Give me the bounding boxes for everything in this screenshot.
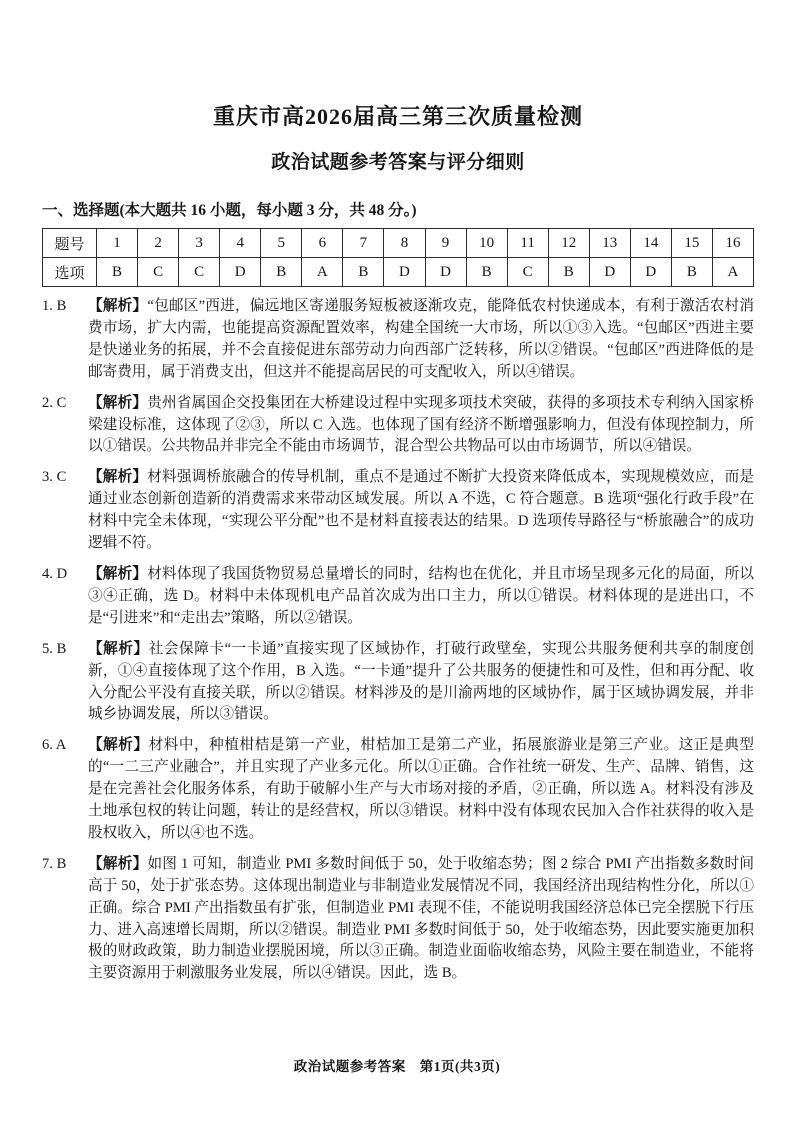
question-number-cell: 9 xyxy=(425,229,466,258)
answer-cell: D xyxy=(384,258,425,287)
explanation-body xyxy=(88,393,754,459)
answer-cell: B xyxy=(548,258,589,287)
question-number-cell: 8 xyxy=(384,229,425,258)
answer-cell: A xyxy=(302,258,343,287)
question-number-row-label: 题号 xyxy=(43,229,97,258)
answer-cell: D xyxy=(589,258,630,287)
section-heading: 一、选择题(本大题共 16 小题，每小题 3 分，共 48 分。) xyxy=(42,202,417,219)
explanation-body xyxy=(88,854,754,985)
question-number-cell: 13 xyxy=(589,229,630,258)
answer-cell: B xyxy=(466,258,507,287)
document-title: 重庆市高2026届高三第三次质量检测 xyxy=(212,104,583,129)
explanation-item xyxy=(42,735,754,845)
analysis-label: 【解析】 xyxy=(88,394,148,411)
answer-cell: B xyxy=(671,258,712,287)
analysis-label: 【解析】 xyxy=(88,855,148,872)
explanation-text: 材料强调桥旅融合的传导机制，重点不是通过不断扩大投资来降低成本，实现规模效应，而是通过业态创新创造新的消费需求来带动区域发展。所以 A 不选，C 符合题意。B 选项“强化行政手段”在材料中完全未体现，“实现公平分配”也不是材料直接表达的结果。D 选项传导路径与“桥旅融合”的成功逻辑不符。 xyxy=(88,469,754,552)
analysis-label: 【解析】 xyxy=(88,565,148,582)
explanation-marker: 3. C xyxy=(42,469,67,486)
question-number-cell: 7 xyxy=(343,229,384,258)
answer-table xyxy=(42,228,754,287)
answer-cell: C xyxy=(179,258,220,287)
explanation-body xyxy=(88,467,754,555)
answer-cell: A xyxy=(712,258,753,287)
question-number-cell: 10 xyxy=(466,229,507,258)
answer-row xyxy=(43,258,754,287)
explanation-body xyxy=(88,735,754,845)
explanation-text: “包邮区”西进，偏远地区寄递服务短板被逐渐攻克，能降低农村快递成本，有利于激活农村消费市场，扩大内需，也能提高资源配置效率，构建全国统一大市场，所以①③入选。“包邮区”西进主要是快递业务的拓展，并不会直接促进东部劳动力向西部广泛转移，所以②错误。“包邮区”西进降低的是邮寄费用，属于消费支出，但这并不能提高居民的可支配收入，所以④错误。 xyxy=(88,298,754,380)
answer-cell: C xyxy=(507,258,548,287)
explanation-text: 社会保障卡“一卡通”直接实现了区域协作，打破行政壁垒，实现公共服务便利共享的制度创新，①④直接体现了这个作用，B 入选。“一卡通”提升了公共服务的便捷性和可及性，但和再分配、收入分配公平没有直接关联，所以②错误。材料涉及的是川渝两地的区域协作，属于区域协调发展，并非城乡协调发展，所以③错误。 xyxy=(88,640,754,723)
explanation-text: 贵州省属国企交投集团在大桥建设过程中实现多项技术突破，获得的多项技术专利纳入国家桥梁建设标准，这体现了②③，所以 C 入选。也体现了国有经济不断增强影响力，但没有体现控制力，所以①错误。公共物品并非完全不能由市场调节，混合型公共物品可以由市场调节，所以④错误。 xyxy=(88,394,754,455)
explanation-text: 材料中，种植柑桔是第一产业，柑桔加工是第二产业，拓展旅游业是第三产业。这正是典型的“一二三产业融合”，并且实现了产业多元化。所以①正确。合作社统一研发、生产、品牌、销售，这是在完善社会化服务体系，有助于破解小生产与大市场对接的矛盾，②正确，所以选 A。材料没有涉及土地承包权的转让问题，转让的是经营权，所以③错误。材料中没有体现农民加入合作社获得的收入是股权收入，所以④也不选。 xyxy=(88,737,754,841)
analysis-label: 【解析】 xyxy=(88,469,148,486)
document-subtitle: 政治试题参考答案与评分细则 xyxy=(271,152,525,173)
answer-cell: B xyxy=(343,258,384,287)
explanation-item xyxy=(42,393,754,459)
answer-cell: D xyxy=(220,258,261,287)
question-number-cell: 16 xyxy=(712,229,753,258)
question-number-cell: 15 xyxy=(671,229,712,258)
analysis-label: 【解析】 xyxy=(88,640,149,657)
question-number-cell: 12 xyxy=(548,229,589,258)
answer-cell: D xyxy=(630,258,671,287)
explanation-item xyxy=(42,854,754,985)
question-number-cell: 14 xyxy=(630,229,671,258)
explanation-item xyxy=(42,639,754,727)
explanation-marker: 4. D xyxy=(42,565,68,582)
explanation-marker: 2. C xyxy=(42,394,67,411)
question-number-cell: 3 xyxy=(179,229,220,258)
explanation-marker: 7. B xyxy=(42,855,67,872)
page-footer: 政治试题参考答案 第1页(共3页) xyxy=(293,1059,501,1074)
explanation-text: 材料体现了我国货物贸易总量增长的同时，结构也在优化，并且市场呈现多元化的局面，所以③④正确，选 D。材料中未体现机电产品首次成为出口主力，所以①错误。材料体现的是进出口，不是“引进来”和“走出去”策略，所以②错误。 xyxy=(88,565,754,626)
explanation-body xyxy=(88,296,754,384)
answer-cell: D xyxy=(425,258,466,287)
explanation-marker: 6. A xyxy=(42,737,67,754)
answer-cell: B xyxy=(97,258,138,287)
question-number-cell: 11 xyxy=(507,229,548,258)
explanation-text: 如图 1 可知，制造业 PMI 多数时间低于 50，处于收缩态势；图 2 综合 PMI 产出指数多数时间高于 50，处于扩张态势。这体现出制造业与非制造业发展情况不同，我国经济出现结构性分化，所以①正确。综合 PMI 产出指数虽有扩张，但制造业 PMI 表现不佳，不能说明我国经济总体已完全摆脱下行压力、进入高速增长周期，所以②错误。制造业 PMI 多数时间低于 50，处于收缩态势，因此要实施更加积极的财政政策，助力制造业摆脱困境，所以③正确。制造业面临收缩态势，风险主要在制造业，不能将主要资源用于刺激服务业发展，所以④错误。因此，选 B。 xyxy=(88,855,754,982)
explanation-list xyxy=(42,296,754,985)
question-number-cell: 6 xyxy=(302,229,343,258)
question-number-cell: 1 xyxy=(97,229,138,258)
explanation-marker: 1. B xyxy=(42,298,67,314)
explanation-body xyxy=(88,639,754,727)
question-number-row xyxy=(43,229,754,258)
analysis-label: 【解析】 xyxy=(88,737,149,754)
analysis-label: 【解析】 xyxy=(88,298,148,314)
answer-cell: B xyxy=(261,258,302,287)
explanation-item xyxy=(42,564,754,630)
explanation-item xyxy=(42,296,754,384)
answer-row-label: 选项 xyxy=(43,258,97,287)
question-number-cell: 4 xyxy=(220,229,261,258)
question-number-cell: 5 xyxy=(261,229,302,258)
explanation-body xyxy=(88,564,754,630)
answer-cell: C xyxy=(138,258,179,287)
explanation-item xyxy=(42,467,754,555)
explanation-marker: 5. B xyxy=(42,640,67,657)
question-number-cell: 2 xyxy=(138,229,179,258)
